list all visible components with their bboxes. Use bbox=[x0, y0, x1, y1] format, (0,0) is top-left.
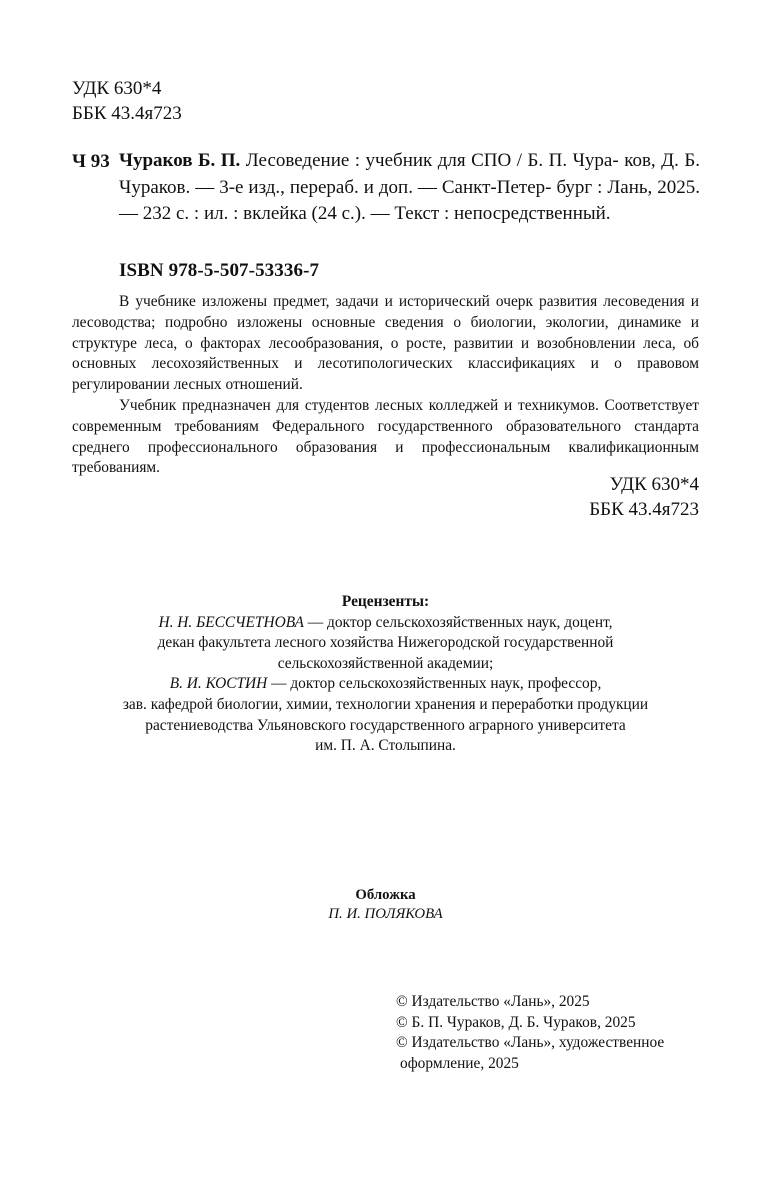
bbk-code: ББК 43.4я723 bbox=[72, 103, 182, 124]
reviewer-2-affiliation: им. П. А. Столыпина. bbox=[315, 737, 456, 755]
reviewer-1-title: — доктор сельскохозяйственных наук, доцент, bbox=[303, 613, 613, 631]
copyright-line: оформление, 2025 bbox=[400, 1054, 519, 1072]
reviewer-2-name: В. И. КОСТИН bbox=[169, 675, 268, 693]
annotation bbox=[72, 292, 699, 479]
bibliographic-description bbox=[119, 148, 700, 228]
reviewers-section bbox=[72, 592, 699, 757]
catalogue-entry bbox=[72, 148, 700, 228]
copyright-line: © Издательство «Лань», 2025 bbox=[396, 993, 590, 1010]
reviewer-1-name: Н. Н. БЕССЧЕТНОВА bbox=[158, 613, 304, 631]
cover-designer: П. И. ПОЛЯКОВА bbox=[328, 906, 443, 922]
reviewer-2 bbox=[72, 674, 699, 695]
reviewer-2-affiliation: зав. кафедрой биологии, химии, технологии хранения и переработки продукции bbox=[122, 695, 649, 713]
annotation-paragraph: Учебник предназначен для студентов лесных колледжей и техникумов. Соответствует современным требованиям Федерального государственного образовательного стандарта среднего профессионального образования и профессиональным квалификационным требованиям. bbox=[72, 396, 699, 477]
description-line: непосредственный. bbox=[453, 203, 611, 224]
reviewer-1 bbox=[72, 613, 699, 634]
isbn: ISBN 978-5-507-53336-7 bbox=[119, 260, 320, 281]
reviewer-1-affiliation: декан факультета лесного хозяйства Нижегородской государственной bbox=[157, 634, 614, 652]
description-line: Лесоведение : учебник для СПО / Б. П. Чура- bbox=[245, 150, 619, 171]
author-heading: Чураков Б. П. bbox=[119, 150, 241, 171]
copyright-line: © Б. П. Чураков, Д. Б. Чураков, 2025 bbox=[396, 1013, 636, 1031]
description-line: ков, Д. Б. Чураков. — 3-е изд., перераб. и доп. — Санкт-Петер- bbox=[119, 150, 701, 198]
annotation-paragraph: В учебнике изложены предмет, задачи и исторический очерк развития лесоведения и лесоводства; подробно изложены основные сведения о биологии, экологии, динамике и структуре леса, о факторах лесообразования, о росте, развитии и возобновлении леса, об основных лесохозяйственных и лесотипологических классификациях и о правовом регулировании лесных отношений. bbox=[72, 293, 699, 394]
description-line: бург : Лань, 2025. — 232 с. : ил. : вклейка (24 с.). — Текст : bbox=[119, 176, 701, 224]
classification-codes-top bbox=[72, 76, 182, 126]
reviewers-heading: Рецензенты: bbox=[341, 593, 430, 610]
bbk-code: ББК 43.4я723 bbox=[589, 499, 699, 520]
copyright-line: © Издательство «Лань», художественное bbox=[396, 1034, 665, 1052]
udk-code: УДК 630*4 bbox=[72, 78, 162, 99]
author-mark: Ч 93 bbox=[72, 151, 110, 172]
reviewer-2-title: — доктор сельскохозяйственных наук, профессор, bbox=[267, 675, 602, 693]
cover-credit bbox=[72, 886, 699, 924]
copyright-block bbox=[396, 992, 664, 1074]
reviewer-2-affiliation: растениеводства Ульяновского государственного аграрного университета bbox=[145, 716, 626, 734]
classification-codes-bottom bbox=[589, 472, 699, 522]
udk-code: УДК 630*4 bbox=[609, 474, 699, 495]
cover-heading: Обложка bbox=[355, 887, 416, 903]
reviewer-1-affiliation: сельскохозяйственной академии; bbox=[277, 654, 494, 672]
